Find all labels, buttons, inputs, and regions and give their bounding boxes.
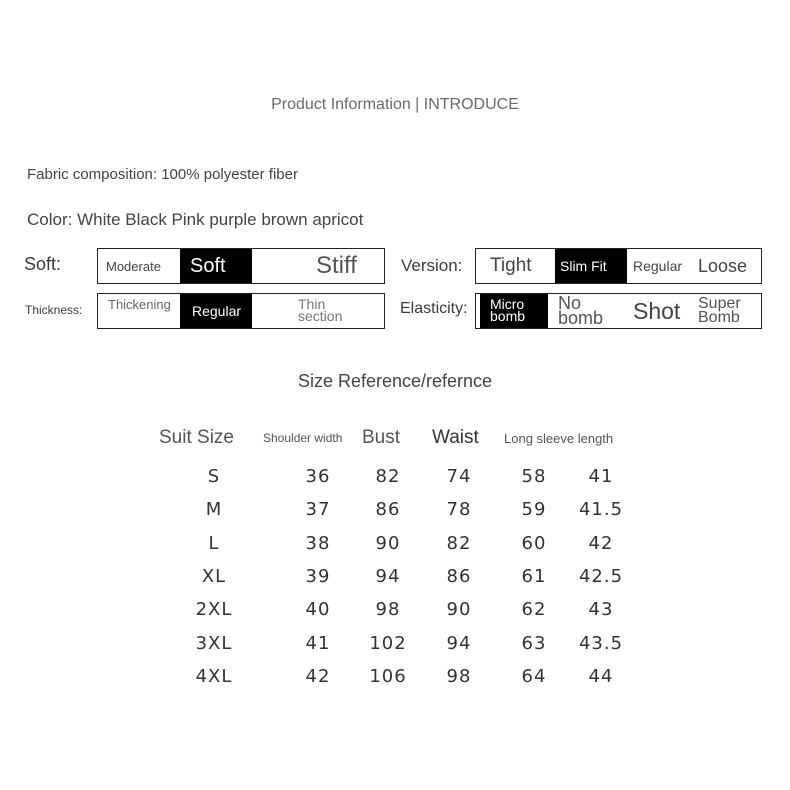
version-option-regular: Regular (633, 258, 683, 274)
table-cell: 4XL (195, 665, 233, 687)
table-cell: 82 (375, 466, 401, 487)
table-cell: 63 (521, 632, 547, 654)
soft-option-moderate: Moderate (106, 258, 161, 274)
table-cell: 94 (375, 565, 401, 587)
thickness-options (97, 293, 385, 329)
table-cell: 59 (521, 499, 547, 521)
elasticity-option-micro-bomb (480, 294, 548, 328)
table-cell: 37 (305, 499, 331, 521)
table-cell: 39 (305, 565, 331, 587)
table-cell: 64 (521, 665, 547, 687)
thickness-option-regular: Regular (180, 294, 252, 328)
soft-option-soft: Soft (180, 249, 252, 283)
table-cell: M (205, 499, 223, 521)
elasticity-option-super-bomb-text: Super Bomb (698, 295, 741, 326)
elasticity-option-super-bomb (698, 294, 762, 328)
version-option-slim-fit: Slim Fit (555, 249, 627, 283)
table-cell: 41 (305, 632, 331, 654)
fabric-composition: Fabric composition: 100% polyester fiber (27, 166, 298, 183)
table-cell: 98 (446, 665, 472, 687)
table-cell: 106 (369, 665, 407, 687)
version-options (475, 248, 762, 284)
table-cell: S (207, 466, 221, 487)
elasticity-option-shot: Shot (633, 297, 681, 324)
table-cell: 42 (588, 532, 614, 554)
table-cell: 58 (521, 466, 547, 487)
table-cell: 61 (521, 565, 547, 587)
page-title: Product Information | INTRODUCE (271, 96, 519, 113)
table-cell: 41 (588, 466, 614, 487)
table-cell: 2XL (195, 599, 233, 621)
table-cell: 90 (375, 532, 401, 554)
elasticity-option-no-bomb (558, 294, 628, 328)
header-bust: Bust (362, 427, 401, 448)
color-list: Color: White Black Pink purple brown apricot (27, 210, 364, 229)
table-cell: 42.5 (578, 565, 624, 587)
thickness-label: Thickness: (25, 303, 83, 317)
table-cell: 102 (369, 632, 407, 654)
size-reference-title: Size Reference/refernce (297, 371, 493, 391)
soft-label: Soft: (24, 254, 62, 274)
table-cell: 43.5 (578, 632, 624, 654)
soft-option-stiff: Stiff (316, 252, 357, 279)
table-cell: 86 (375, 499, 401, 521)
elasticity-options (475, 293, 762, 329)
header-shoulder-width: Shoulder width (263, 431, 343, 445)
header-long-sleeve-length: Long sleeve length (504, 431, 614, 446)
elasticity-option-no-bomb-text: No bomb (558, 292, 604, 328)
header-suit-size: Suit Size (159, 427, 234, 448)
version-option-tight: Tight (490, 255, 532, 276)
table-cell: 94 (446, 632, 472, 654)
table-cell: 41.5 (578, 499, 624, 521)
elasticity-label: Elasticity: (400, 300, 468, 317)
table-cell: 78 (446, 499, 472, 521)
table-cell: 90 (446, 599, 472, 621)
thickness-option-thin-section-text: Thin section (298, 296, 343, 324)
table-cell: 44 (588, 665, 614, 687)
header-waist: Waist (432, 427, 479, 448)
table-cell: 98 (375, 599, 401, 621)
table-cell: XL (201, 565, 227, 587)
table-cell: 43 (588, 599, 614, 621)
table-cell: 82 (446, 532, 472, 554)
table-cell: 86 (446, 565, 472, 587)
version-option-loose: Loose (698, 255, 748, 276)
table-cell: 36 (305, 466, 331, 487)
table-cell: 40 (305, 599, 331, 621)
table-cell: 60 (521, 532, 547, 554)
table-cell: 3XL (195, 632, 233, 654)
thickness-option-thin-section (298, 294, 384, 328)
soft-options (97, 248, 385, 284)
table-cell: L (208, 532, 220, 554)
version-label: Version: (401, 256, 463, 275)
table-cell: 38 (305, 532, 331, 554)
thickness-option-thickening: Thickening (108, 297, 171, 312)
elasticity-option-micro-bomb-text: Micro bomb (490, 296, 526, 324)
table-cell: 74 (446, 466, 472, 487)
table-cell: 62 (521, 599, 547, 621)
table-cell: 42 (305, 665, 331, 687)
